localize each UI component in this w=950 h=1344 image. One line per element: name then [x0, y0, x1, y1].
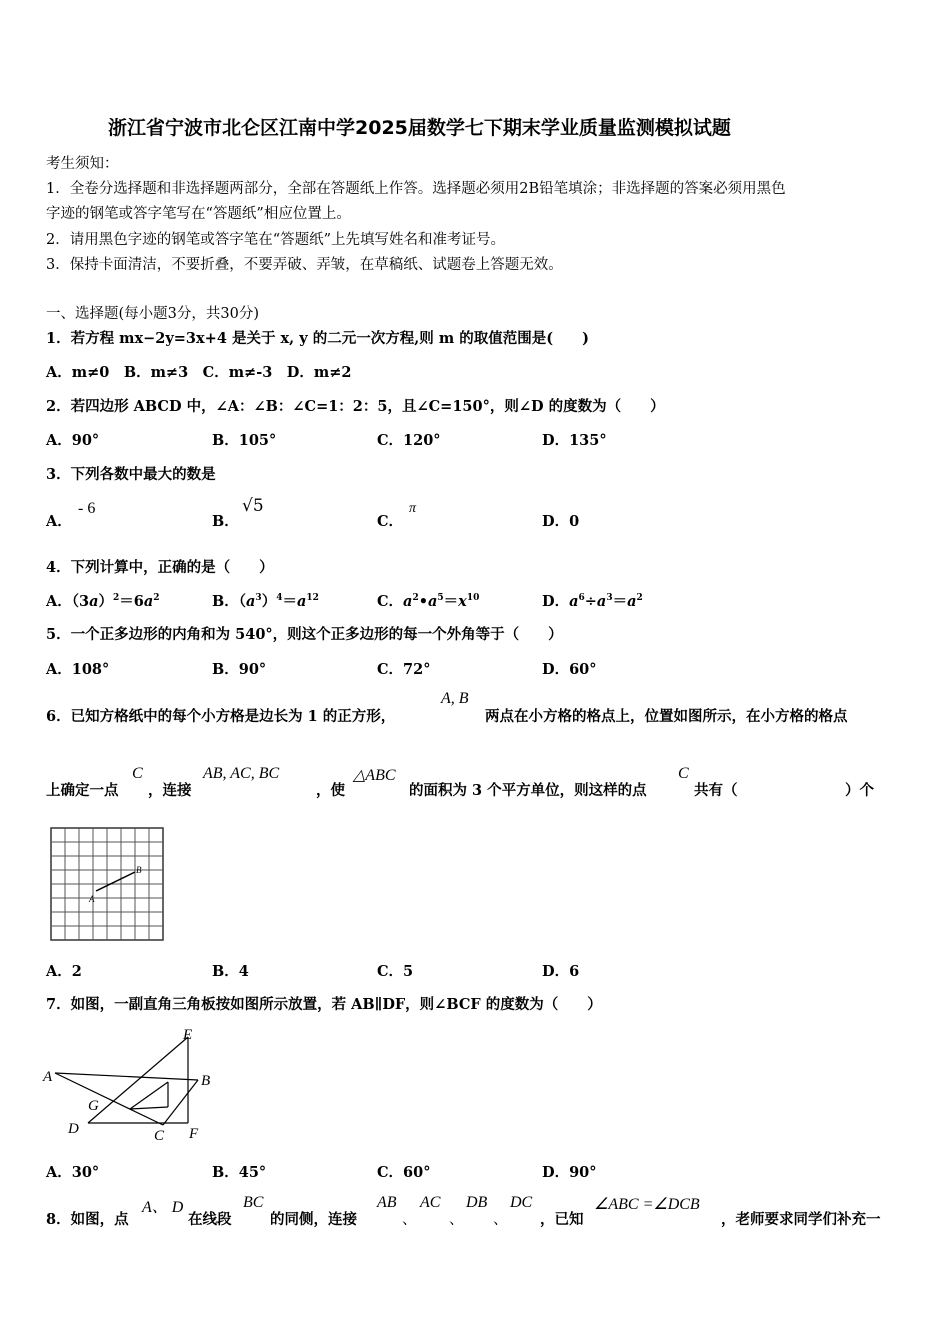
q5-option-a: A．108°: [46, 661, 110, 678]
q8-var-dc: DC: [510, 1194, 533, 1211]
q3-value-c: π: [409, 501, 417, 516]
q6-line2-1: 上确定一点: [46, 782, 119, 799]
q8-text-1: 8．如图，点: [46, 1211, 129, 1228]
q6-option-b: B．4: [212, 963, 249, 980]
q7-label-b: B: [201, 1073, 211, 1089]
q6-option-c: C．5: [377, 963, 414, 980]
q5-option-b: B．90°: [212, 661, 267, 678]
q7-label-d: D: [68, 1121, 79, 1137]
notice-line-2: 字迹的钢笔或答字笔写在“答题纸”相应位置上。: [46, 206, 351, 222]
section-heading: 一、选择题(每小题3分，共30分): [46, 306, 259, 322]
q6-option-a: A．2: [46, 963, 82, 980]
q8-text-4: ，已知: [540, 1211, 584, 1228]
q7-label-g: G: [88, 1098, 99, 1114]
q2-option-d: D．135°: [542, 432, 607, 449]
q8-sep-1: 、: [402, 1212, 417, 1228]
q8-var-angles: ∠ABC =∠DCB: [594, 1196, 700, 1213]
q5-stem: 5．一个正多边形的内角和为 540°，则这个正多边形的每一个外角等于（ ）: [46, 626, 563, 643]
q3-stem: 3．下列各数中最大的数是: [46, 466, 216, 483]
q8-var-ab: AB: [377, 1194, 397, 1211]
q6-line2-5: 共有（: [694, 782, 738, 799]
q3-option-d: D．0: [542, 513, 580, 530]
notice-heading: 考生须知：: [46, 156, 119, 172]
q1-stem: 1．若方程 mx−2y=3x+4 是关于 x, y 的二元一次方程,则 m 的取值范围是( ): [46, 330, 589, 347]
q6-segment-ab: [96, 872, 135, 891]
q8-var-bc: BC: [243, 1194, 264, 1211]
q4-option-a: A．$(3a)^2=6a^2$: [46, 593, 160, 610]
q3-option-c: C．: [377, 513, 404, 530]
q7-option-b: B．45°: [212, 1164, 267, 1181]
q7-option-d: D．90°: [542, 1164, 597, 1181]
q6-var-segs: AB, AC, BC: [203, 765, 280, 782]
q3-option-a: A．: [46, 513, 72, 530]
q8-text-5: ，老师要求同学们补充一: [721, 1211, 881, 1228]
q7-option-c: C．60°: [377, 1164, 431, 1181]
q5-option-c: C．72°: [377, 661, 431, 678]
q6-line2-4: 的面积为 3 个平方单位，则这样的点: [409, 782, 647, 799]
q4-option-d: D．$a^6\div a^3=a^2$: [542, 593, 643, 610]
q7-stem: 7．如图，一副直角三角板按如图所示放置，若 AB∥DF，则∠BCF 的度数为（ ）: [46, 996, 602, 1013]
q6-stem-b: 两点在小方格的格点上，位置如图所示，在小方格的格点: [485, 708, 848, 725]
page-title: 浙江省宁波市北仑区江南中学2025届数学七下期末学业质量监测模拟试题: [108, 117, 731, 139]
q6-label-a: A: [89, 894, 95, 904]
q7-label-f: F: [189, 1126, 199, 1142]
q7-triangle-figure: [40, 1025, 220, 1147]
q8-text-2: 在线段: [188, 1211, 232, 1228]
q8-sep-2: 、: [449, 1212, 464, 1228]
q8-sep-3: 、: [493, 1212, 508, 1228]
q8-var-db: DB: [466, 1194, 488, 1211]
q1-options: A．m≠0 B．m≠3 C．m≠-3 D．m≠2: [46, 364, 352, 381]
q8-text-3: 的同侧，连接: [270, 1211, 357, 1228]
q4-stem: 4．下列计算中，正确的是（ ）: [46, 559, 274, 576]
q6-var-c: C: [132, 765, 143, 782]
q4-option-b: B．$(a^3)^4=a^{12}$: [212, 593, 319, 610]
q2-option-c: C．120°: [377, 432, 441, 449]
notice-line-1: 1．全卷分选择题和非选择题两部分，全部在答题纸上作答。选择题必须用2B铅笔填涂；非选择题的答案必须用黑色: [46, 181, 786, 197]
q7-label-a: A: [43, 1069, 53, 1085]
q3-value-a: - 6: [78, 500, 96, 517]
q7-label-c: C: [154, 1128, 165, 1144]
q6-grid-figure: [50, 827, 166, 943]
notice-line-4: 3．保持卡面清洁，不要折叠，不要弄破、弄皱，在草稿纸、试题卷上答题无效。: [46, 257, 563, 273]
q6-var-triangle: △ABC: [353, 767, 396, 784]
q6-line2-2: ，连接: [148, 782, 192, 799]
q2-option-b: B．105°: [212, 432, 277, 449]
q6-stem-a: 6．已知方格纸中的每个小方格是边长为 1 的正方形，: [46, 708, 396, 725]
q5-option-d: D．60°: [542, 661, 597, 678]
notice-line-3: 2．请用黑色字迹的钢笔或答字笔在“答题纸”上先填写姓名和准考证号。: [46, 232, 506, 248]
q2-stem: 2．若四边形 ABCD 中，∠A：∠B：∠C=1：2：5，且∠C=150°，则∠D 的度数为（ ）: [46, 398, 665, 415]
q7-label-e: E: [183, 1027, 193, 1043]
q8-var-ad: A、 D: [142, 1199, 184, 1216]
q6-var-ab: A, B: [441, 690, 469, 707]
q3-value-b: √5: [242, 496, 264, 516]
q6-option-d: D．6: [542, 963, 580, 980]
q6-label-b: B: [136, 865, 142, 875]
q6-line2-3: ，使: [316, 782, 345, 799]
q4-option-c: C．$a^2•a^5=x^{10}$: [377, 593, 480, 610]
q3-option-b: B．: [212, 513, 239, 530]
q7-option-a: A．30°: [46, 1164, 100, 1181]
q2-option-a: A．90°: [46, 432, 100, 449]
q8-var-ac: AC: [420, 1194, 441, 1211]
q6-var-c2: C: [678, 765, 689, 782]
q6-line2-6: ）个: [845, 782, 874, 799]
